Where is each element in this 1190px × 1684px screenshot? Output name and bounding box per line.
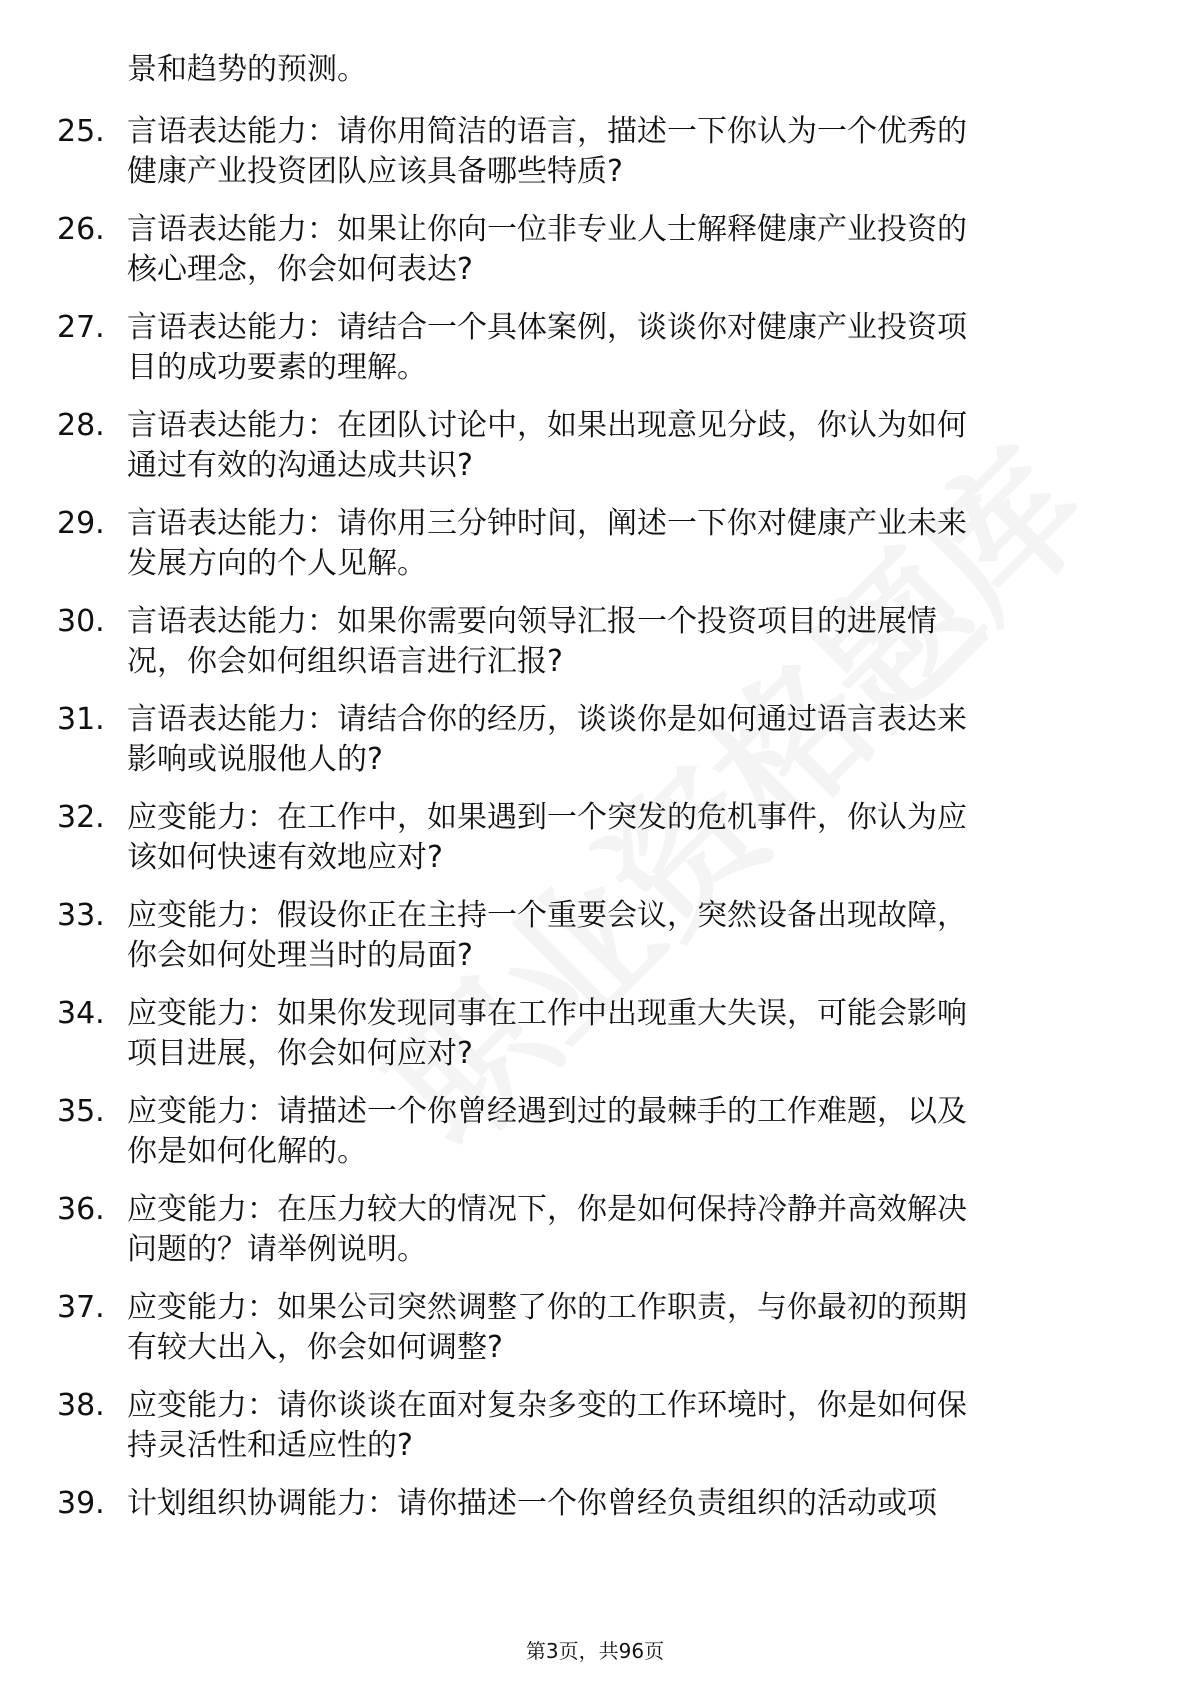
question-text: [127, 406, 1127, 486]
question-text-line: 况，你会如何组织语言进行汇报?: [127, 644, 563, 679]
question-text: [127, 798, 1127, 878]
page-footer: 第3页，共96页: [525, 1639, 665, 1663]
question-item: [0, 994, 1190, 1092]
question-text-line: 言语表达能力：请结合你的经历，谈谈你是如何通过语言表达来: [127, 702, 967, 737]
question-item: [0, 700, 1190, 798]
question-text-line: 言语表达能力：如果让你向一位非专业人士解释健康产业投资的: [127, 212, 967, 247]
question-text-line: 目的成功要素的理解。: [127, 350, 427, 385]
question-number: 28.: [57, 408, 105, 443]
question-number: 38.: [57, 1388, 105, 1423]
question-text-line: 应变能力：如果你发现同事在工作中出现重大失误，可能会影响: [127, 996, 967, 1031]
question-item: [0, 1386, 1190, 1484]
question-text-line: 言语表达能力：在团队讨论中，如果出现意见分歧，你认为如何: [127, 408, 967, 443]
question-text-line: 言语表达能力：请你用三分钟时间，阐述一下你对健康产业未来: [127, 506, 967, 541]
question-text-line: 应变能力：假设你正在主持一个重要会议，突然设备出现故障，: [127, 898, 967, 933]
question-number: 30.: [57, 604, 105, 639]
question-item: [0, 308, 1190, 406]
question-item: [0, 1190, 1190, 1288]
question-item: [0, 210, 1190, 308]
question-text: [127, 994, 1127, 1074]
question-text: [127, 896, 1127, 976]
question-text-line: 你是如何化解的。: [127, 1134, 367, 1169]
question-text: [127, 1386, 1127, 1466]
question-text-line: 健康产业投资团队应该具备哪些特质?: [127, 154, 623, 189]
question-text-line: 发展方向的个人见解。: [127, 546, 427, 581]
question-text-line: 计划组织协调能力：请你描述一个你曾经负责组织的活动或项: [127, 1486, 937, 1521]
question-number: 32.: [57, 800, 105, 835]
question-text: [127, 504, 1127, 584]
question-text-line: 问题的？请举例说明。: [127, 1232, 427, 1267]
question-text-line: 通过有效的沟通达成共识?: [127, 448, 473, 483]
question-text: [127, 700, 1127, 780]
question-number: 35.: [57, 1094, 105, 1129]
question-text: [127, 112, 1127, 192]
question-text: [127, 1092, 1127, 1172]
question-number: 29.: [57, 506, 105, 541]
question-number: 34.: [57, 996, 105, 1031]
question-text-line: 核心理念，你会如何表达?: [127, 252, 473, 287]
question-text-line: 言语表达能力：如果你需要向领导汇报一个投资项目的进展情: [127, 604, 937, 639]
question-text: [127, 1288, 1127, 1368]
question-list: [0, 112, 1190, 1582]
question-text-line: 你会如何处理当时的局面?: [127, 938, 473, 973]
question-item: [0, 602, 1190, 700]
question-text: [127, 1484, 1127, 1524]
question-number: 27.: [57, 310, 105, 345]
question-item: [0, 1484, 1190, 1582]
question-number: 25.: [57, 114, 105, 149]
question-text-line: 该如何快速有效地应对?: [127, 840, 443, 875]
question-text-line: 持灵活性和适应性的?: [127, 1428, 413, 1463]
question-item: [0, 896, 1190, 994]
question-item: [0, 112, 1190, 210]
question-number: 26.: [57, 212, 105, 247]
question-text-line: 应变能力：请描述一个你曾经遇到过的最棘手的工作难题，以及: [127, 1094, 967, 1129]
question-text: [127, 602, 1127, 682]
question-item: [0, 798, 1190, 896]
question-text-line: 应变能力：在压力较大的情况下，你是如何保持冷静并高效解决: [127, 1192, 967, 1227]
question-text: [127, 308, 1127, 388]
question-text-line: 有较大出入，你会如何调整?: [127, 1330, 503, 1365]
question-item: [0, 1092, 1190, 1190]
question-number: 36.: [57, 1192, 105, 1227]
question-number: 37.: [57, 1290, 105, 1325]
question-number: 33.: [57, 898, 105, 933]
question-item: [0, 504, 1190, 602]
question-text: [127, 1190, 1127, 1270]
question-text-line: 应变能力：在工作中，如果遇到一个突发的危机事件，你认为应: [127, 800, 967, 835]
question-text-line: 应变能力：如果公司突然调整了你的工作职责，与你最初的预期: [127, 1290, 967, 1325]
question-text-line: 言语表达能力：请你用简洁的语言，描述一下你认为一个优秀的: [127, 114, 967, 149]
question-text-line: 应变能力：请你谈谈在面对复杂多变的工作环境时，你是如何保: [127, 1388, 967, 1423]
question-text: [127, 210, 1127, 290]
question-text-line: 言语表达能力：请结合一个具体案例，谈谈你对健康产业投资项: [127, 310, 967, 345]
question-item: [0, 406, 1190, 504]
question-number: 39.: [57, 1486, 105, 1521]
question-item: [0, 1288, 1190, 1386]
question-text-line: 影响或说服他人的?: [127, 742, 383, 777]
question-text-line: 项目进展，你会如何应对?: [127, 1036, 473, 1071]
continuation-text: 景和趋势的预测。: [127, 52, 367, 87]
question-number: 31.: [57, 702, 105, 737]
